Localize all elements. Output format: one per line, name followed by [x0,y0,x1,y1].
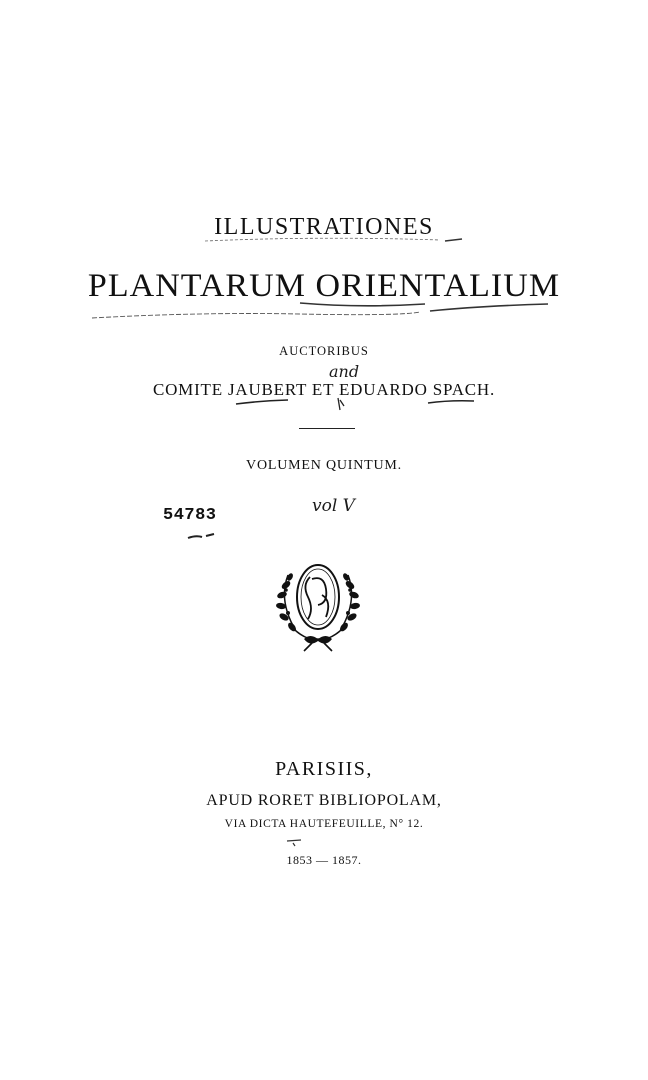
publication-dates: 1853 — 1857. [286,853,362,867]
author-names: COMITE JAUBERT ET EDUARDO SPACH. [152,380,496,399]
volume-label: VOLUMEN QUINTUM. [246,458,402,473]
publisher-monogram-emblem [262,555,374,655]
imprint-publisher: APUD RORET BIBLIOPOLAM, [206,792,442,809]
title-line-2: PLANTARUM ORIENTALIUM [87,268,561,304]
library-stamp-number: 54783 [163,506,217,525]
handwritten-and: and [329,362,360,381]
imprint-address: VIA DICTA HAUTEFEUILLE, N° 12. [224,818,424,830]
title-line-1: ILLUSTRATIONES [214,214,434,240]
authors-label: AUCTORIBUS [279,344,369,358]
imprint-place: PARISIIS, [275,758,373,780]
handwritten-volume: vol V [312,496,355,516]
divider-rule [299,428,355,429]
